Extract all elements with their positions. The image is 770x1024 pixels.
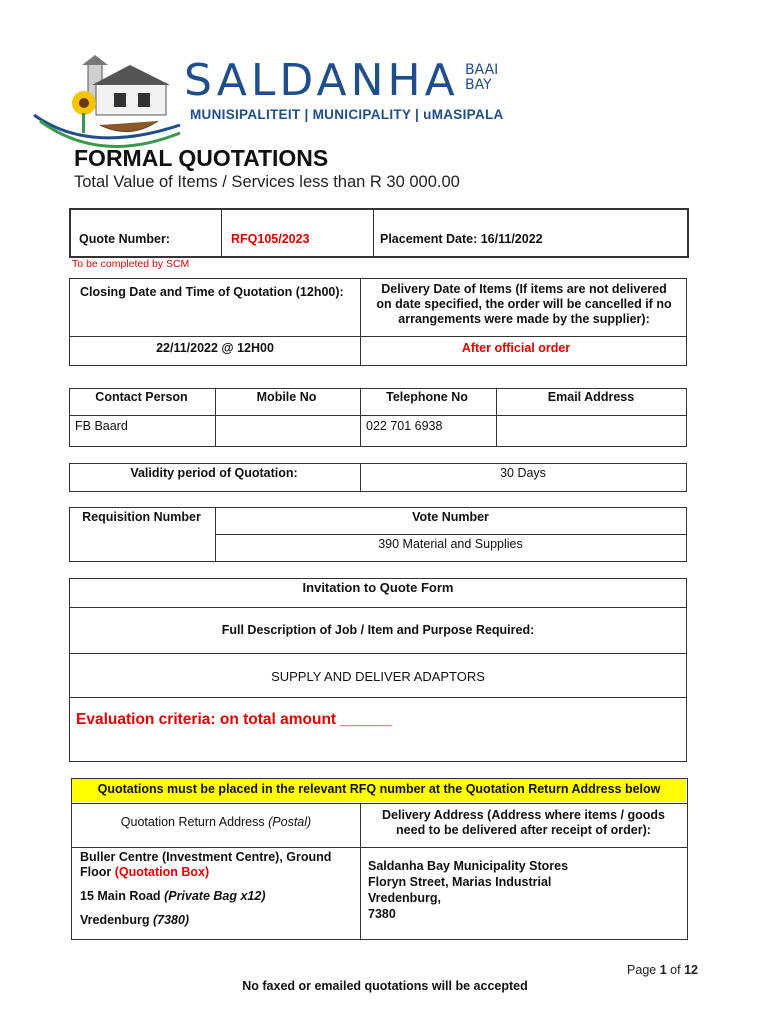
logo-brand-sub — [465, 63, 498, 93]
page-current: 1 — [659, 963, 667, 977]
contact-header-person: Contact Person — [95, 390, 188, 404]
page-prefix: Page — [627, 963, 657, 977]
closing-date-label: Closing Date and Time of Quotation (12h00): — [80, 285, 344, 299]
postal-line-em: (Private Bag x12) — [164, 889, 266, 903]
postal-line-text: 15 Main Road — [80, 889, 161, 903]
postal-address-label-em: (Postal) — [268, 815, 312, 829]
quote-number-label: Quote Number: — [79, 232, 170, 246]
description-value: SUPPLY AND DELIVER ADAPTORS — [271, 669, 485, 684]
logo-brand-text: SALDANHA — [184, 55, 459, 106]
postal-address-block — [80, 850, 358, 928]
delivery-date-label-line: on date specified, the order will be cancelled if no — [376, 297, 672, 311]
vote-label: Vote Number — [412, 510, 489, 524]
delivery-date-value: After official order — [461, 341, 571, 355]
placement-date: Placement Date: 16/11/2022 — [380, 232, 543, 246]
contact-header-telephone: Telephone No — [386, 390, 468, 404]
contact-telephone-value: 022 701 6938 — [366, 419, 443, 433]
delivery-address-block — [368, 858, 678, 922]
page-number — [627, 963, 698, 977]
delivery-date-label-line: arrangements were made by the supplier): — [398, 312, 650, 326]
postal-line-em: (7380) — [152, 913, 190, 927]
validity-label: Validity period of Quotation: — [130, 466, 298, 480]
delivery-date-label — [362, 282, 686, 327]
quotation-box-text: (Quotation Box) — [114, 865, 210, 879]
description-label: Full Description of Job / Item and Purpose Required: — [221, 623, 535, 637]
logo-tagline: MUNISIPALITEIT | MUNICIPALITY | uMASIPALA — [190, 107, 504, 122]
delivery-address-label-line: need to be delivered after receipt of order): — [396, 823, 651, 837]
postal-line — [80, 913, 358, 928]
delivery-address-label-line: Delivery Address (Address where items / goods — [382, 808, 665, 822]
postal-line: Buller Centre (Investment Centre), Ground — [80, 850, 332, 864]
postal-line-text: Vredenburg — [80, 913, 150, 927]
postal-address-label — [72, 815, 360, 829]
postal-line — [80, 865, 358, 880]
delivery-line: 7380 — [368, 907, 396, 921]
contact-header-mobile: Mobile No — [256, 390, 317, 404]
postal-line-text: Floor — [80, 865, 112, 879]
delivery-address-label — [360, 808, 687, 838]
evaluation-criteria: Evaluation criteria: on total amount ______ — [76, 711, 393, 728]
contact-person-value: FB Baard — [75, 419, 128, 433]
delivery-date-label-line: Delivery Date of Items (If items are not delivered — [381, 282, 667, 296]
return-banner-text: Quotations must be placed in the relevant RFQ number at the Quotation Return Address below — [97, 782, 661, 796]
delivery-line: Vredenburg, — [368, 891, 441, 905]
postal-address-label-text: Quotation Return Address — [120, 815, 265, 829]
contact-header-email: Email Address — [547, 390, 635, 404]
delivery-line: Saldanha Bay Municipality Stores — [368, 859, 569, 873]
logo-sub-bay: BAY — [465, 77, 492, 93]
delivery-line: Floryn Street, Marias Industrial — [368, 875, 552, 889]
requisition-label: Requisition Number — [82, 510, 201, 524]
quote-number-value: RFQ105/2023 — [231, 232, 310, 246]
scm-note: To be completed by SCM — [72, 258, 190, 270]
page-total: 12 — [684, 963, 698, 977]
logo-sub-baai: BAAI — [465, 62, 499, 78]
page-title: FORMAL QUOTATIONS — [74, 145, 329, 171]
validity-value: 30 Days — [500, 466, 546, 480]
vote-value: 390 Material and Supplies — [378, 537, 523, 551]
page-subtitle: Total Value of Items / Services less than R 30 000.00 — [74, 173, 460, 191]
footer-notice: No faxed or emailed quotations will be accepted — [242, 979, 528, 993]
invitation-title: Invitation to Quote Form — [302, 580, 454, 595]
postal-line — [80, 889, 358, 904]
page-of: of — [670, 963, 681, 977]
closing-date-value: 22/11/2022 @ 12H00 — [156, 341, 274, 355]
